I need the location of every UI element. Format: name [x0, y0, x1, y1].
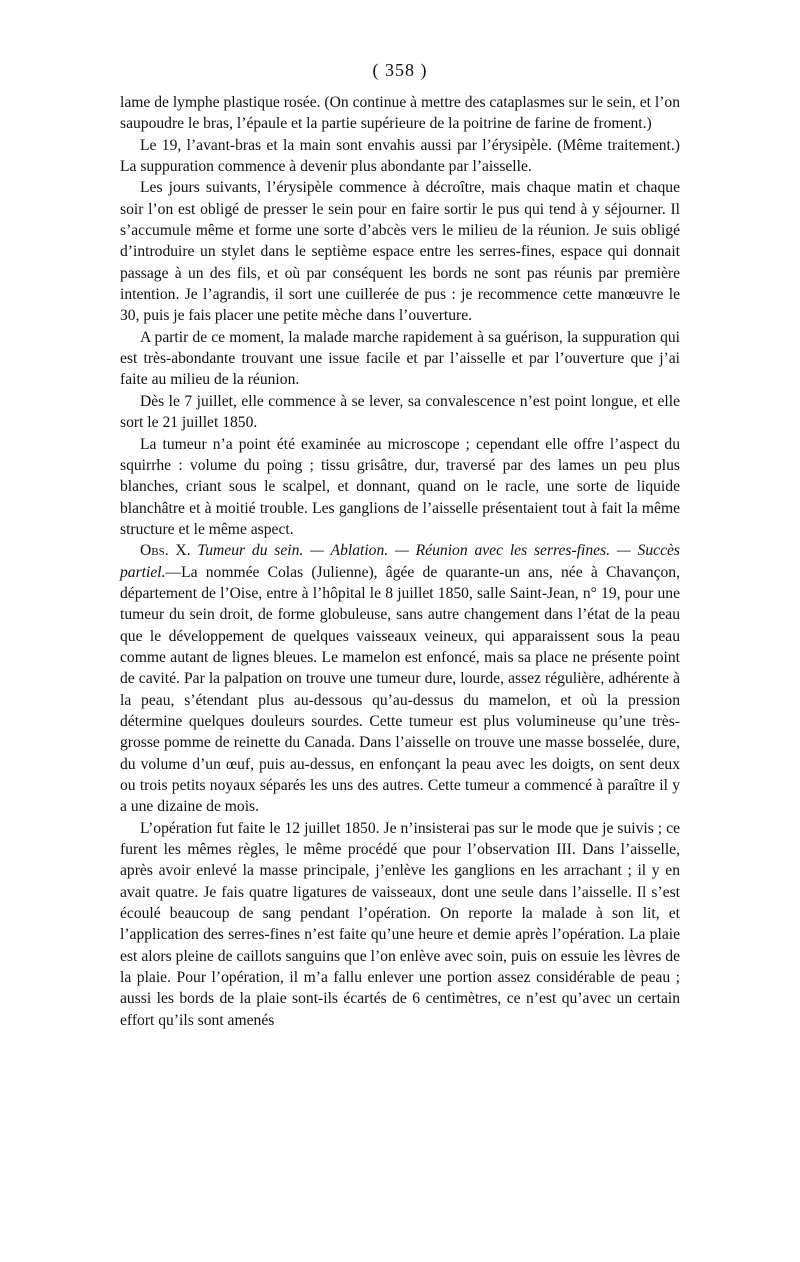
paragraph: Les jours suivants, l’érysipèle commence à décroître, mais chaque matin et chaque soir l’on est obligé de presser le sein pour en faire sortir le pus qui tend à y séjourner. Il s’accumule même et forme une sorte d’abcès vers le milieu de la réunion. Je suis obligé d’introduire un stylet dans le septième espace entre les serres-fines, espace qui donnait passage à un des fils, et où par conséquent les bords ne sont pas réunis par première intention. Je l’agrandis, il sort une cuillerée de pus : je recommence cette manœuvre le 30, puis je fais placer une petite mèche dans l’ouverture. [120, 179, 680, 325]
paragraph: Dès le 7 juillet, elle commence à se lever, sa convalescence n’est point longue, et elle sort le 21 juillet 1850. [120, 392, 680, 432]
paragraph: Le 19, l’avant-bras et la main sont envahis aussi par l’érysipèle. (Même traitement.) La suppuration commence à devenir plus abondante par l’aisselle. [120, 136, 680, 176]
paragraph: L’opération fut faite le 12 juillet 1850. Je n’insisterai pas sur le mode que je suivis ; ce furent les mêmes règles, le même procédé que pour l’observation III. Dans l’aisselle, après avoir enlevé la masse principale, j’enlève les ganglions en les arrachant ; il y en avait quatre. Je fais quatre ligatures de vaisseaux, dont une seule dans l’aisselle. Il s’est écoulé beaucoup de sang pendant l’opération. On reporte la malade à son lit, et l’application des serres-fines n’est faite qu’une heure et demie après l’opération. La plaie est alors pleine de caillots sanguins que l’on enlève avec soin, puis on essuie les lèvres de la plaie. Pour l’opération, il m’a fallu enlever une portion assez considérable de peau ; aussi les bords de la plaie sont-ils écartés de 6 centimètres, ce n’est qu’avec un certain effort qu’ils sont amenés [120, 819, 680, 1029]
observation-paragraph [120, 540, 680, 817]
observation-title: Tumeur du sein. — Ablation. — Réunion avec les serres-fines. — Succès partiel. [120, 542, 680, 581]
paragraph: lame de lymphe plastique rosée. (On continue à mettre des cataplasmes sur le sein, et l’on saupoudre le bras, l’épaule et la partie supérieure de la poitrine de farine de froment.) [120, 94, 680, 133]
paragraph: La tumeur n’a point été examinée au microscope ; cependant elle offre l’aspect du squirrhe : volume du poing ; tissu grisâtre, dur, traversé par des lames un peu plus blanches, criant sous le scalpel, et donnant, quand on le racle, une sorte de liquide blanchâtre et à moitié trouble. Les ganglions de l’aisselle présentaient tout à fait la même structure et le même aspect. [120, 435, 680, 538]
body-text [120, 92, 680, 1031]
paragraph: A partir de ce moment, la malade marche rapidement à sa guérison, la suppuration qui est très-abondante trouvant une issue facile et par l’aisselle et par l’ouverture que j’ai faite au milieu de la réunion. [120, 328, 680, 389]
observation-text: —La nommée Colas (Julienne), âgée de quarante-un ans, née à Chavançon, département de l’Oise, entre à l’hôpital le 8 juillet 1850, salle Saint-Jean, n° 19, pour une tumeur du sein droit, de forme globuleuse, sans autre changement dans l’état de la peau que le développement de quelques vaisseaux veineux, qui apparaissent sous la peau comme autant de lignes bleues. Le mamelon est enfoncé, mais sa place ne présente point de cavité. Par la palpation on trouve une tumeur dure, lourde, assez régulière, adhérente à la peau, s’étendant plus au-dessous qu’au-dessus du mamelon, et où la pression détermine quelques douleurs sourdes. Cette tumeur est plus volumineuse qu’une très-grosse pomme de reinette du Canada. Dans l’aisselle on trouve une masse bosselée, dure, du volume d’un œuf, puis au-dessus, en enfonçant la peau avec les doigts, on sent deux ou trois petits noyaux séparés les uns des autres. Cette tumeur a commencé à paraître il y a une dizaine de mois. [120, 563, 680, 816]
page-number: ( 358 ) [372, 60, 428, 80]
observation-label: Obs. X. [140, 542, 191, 560]
